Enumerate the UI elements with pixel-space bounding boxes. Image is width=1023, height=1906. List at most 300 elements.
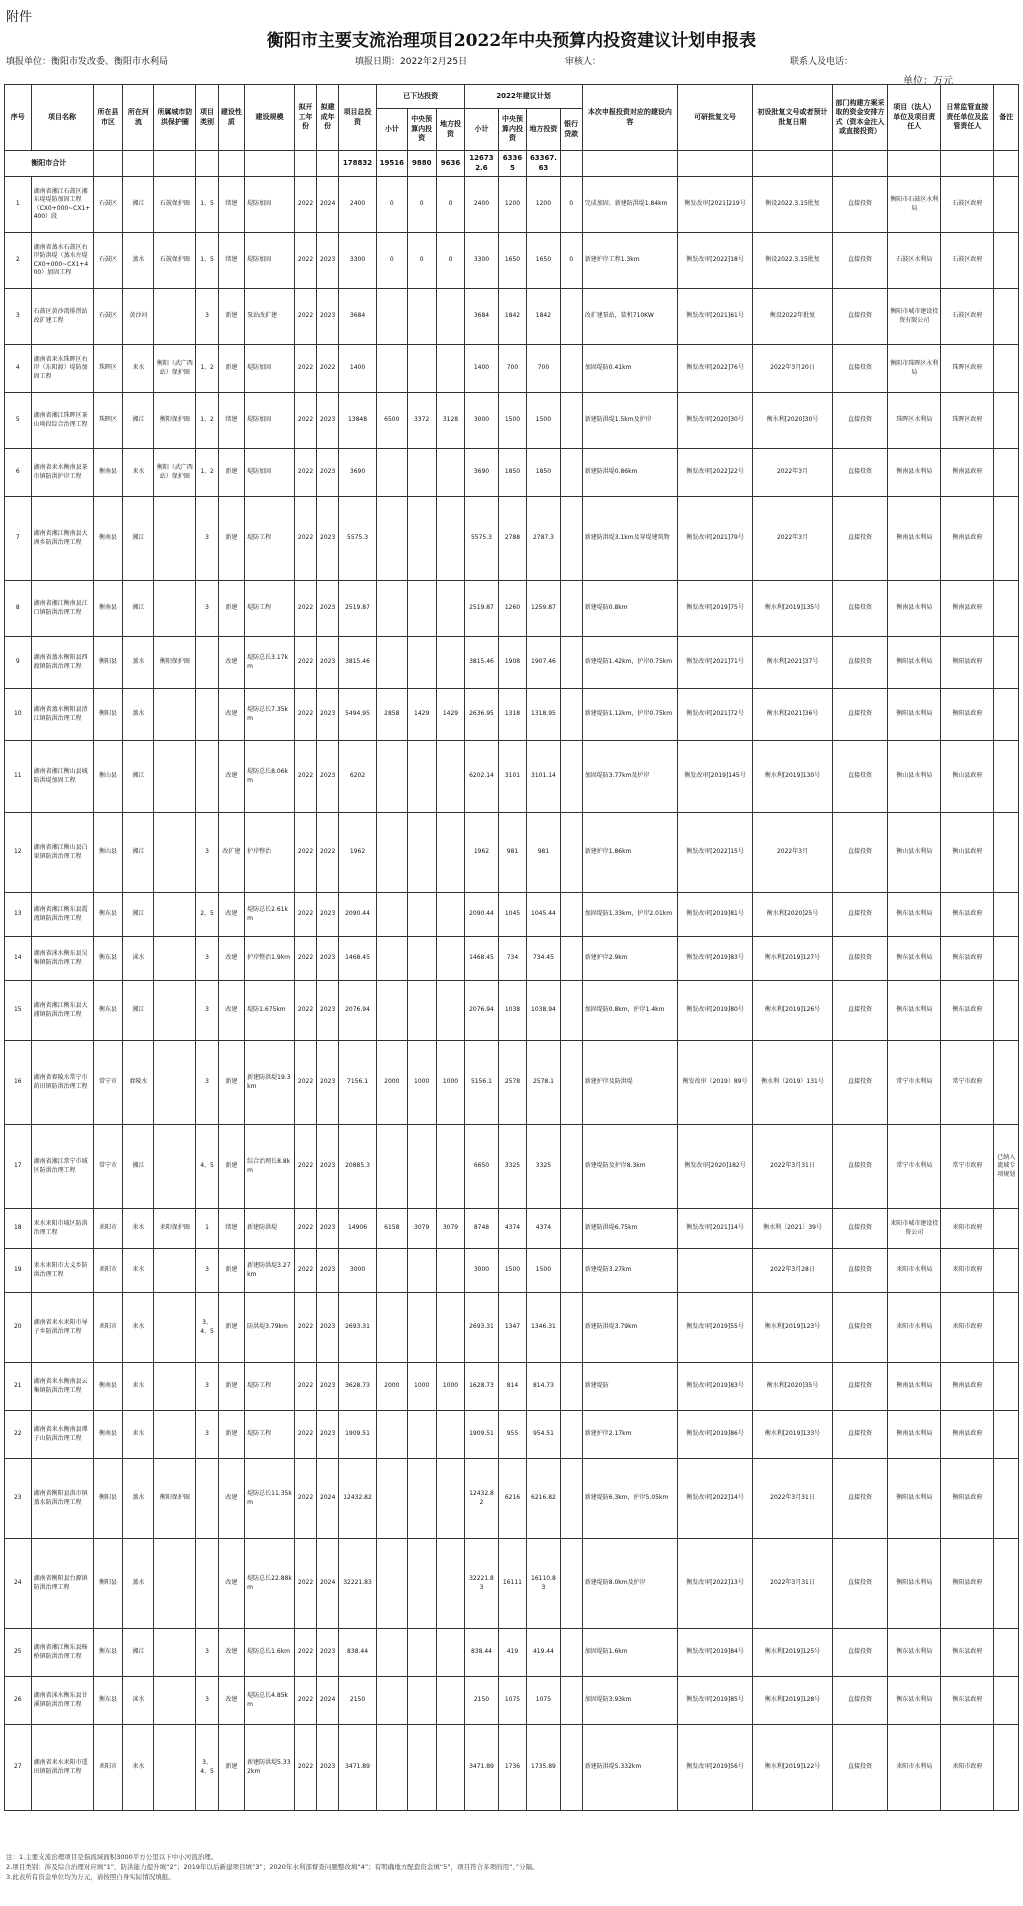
cell-no: 15 [5,981,32,1041]
cell-dept: 直接投资 [832,1539,887,1629]
cell-dc [407,741,436,813]
cell-pl: 981 [527,813,560,893]
cell-city [154,893,196,937]
cell-content: 加固堤防0.8km，护岸1.4km [582,981,677,1041]
cell-design: 衡水利[2021]36号 [753,689,833,741]
cell-nature: 新建 [218,1249,245,1293]
cell-pl: 2787.3 [527,497,560,581]
cell-pl: 1075 [527,1677,560,1725]
cell-nature: 改建 [218,1539,245,1629]
cell-dept: 直接投资 [832,937,887,981]
cell-ds [376,581,407,637]
cell-cat: 2、5 [196,893,218,937]
cell-approval: 衡发改审（2019）89号 [677,1041,752,1125]
cell-cat: 3 [196,289,218,345]
cell-design: 2022年3月31日 [753,1539,833,1629]
cell-ds: 2000 [376,1041,407,1125]
cell-pl: 734.45 [527,937,560,981]
cell-design: 2022年3月20日 [753,345,833,393]
cell-pl: 1038.94 [527,981,560,1041]
cell-nature: 新建 [218,1725,245,1811]
cell-city [154,1725,196,1811]
cell-ps: 8748 [465,1209,498,1249]
cell-total: 3471.89 [339,1725,377,1811]
cell-dept: 直接投资 [832,289,887,345]
cell-approval: 衡发改审[2019]83号 [677,1363,752,1411]
cell-scale: 新建防洪堤5.332km [245,1725,295,1811]
cell-ps: 1468.45 [465,937,498,981]
cell-sup: 常宁市政府 [941,1041,994,1125]
cell-scale: 新建防洪堤 [245,1209,295,1249]
cell-content: 新建防洪堤0.86km [582,449,677,497]
table-row [5,289,1019,345]
cell-river: 蒸水 [123,1459,154,1539]
cell-county: 耒阳市 [93,1293,123,1363]
cell-sup: 石鼓区政府 [941,233,994,289]
cell-bank: 0 [560,177,582,233]
cell-county: 珠晖区 [93,393,123,449]
cell-total: 14906 [339,1209,377,1249]
cell-river: 黄沙河 [123,289,154,345]
cell-pc: 981 [498,813,527,893]
cell-cat [196,689,218,741]
cell-approval: 衡发改审[2020]30号 [677,393,752,449]
cell-dl [436,289,465,345]
cell-design: 衡水利[2019]133号 [753,1411,833,1459]
cell-remark [994,937,1019,981]
cell-total: 2519.87 [339,581,377,637]
cell-bank [560,289,582,345]
cell-design: 衡设2022.3.15批复 [753,177,833,233]
cell-end: 2023 [317,1411,339,1459]
col-end: 拟建成年份 [317,85,339,151]
cell-unitp: 衡阳市石鼓区水利局 [888,177,941,233]
cell-unitp: 衡东县水利局 [888,893,941,937]
cell-approval: 衡发改审[2019]145号 [677,741,752,813]
cell-pl: 1842 [527,289,560,345]
cell-pc: 1038 [498,981,527,1041]
cell-content: 加固堤防3.77km及护岸 [582,741,677,813]
cell-scale: 堤防1.675km [245,981,295,1041]
cell-county: 常宁市 [93,1041,123,1125]
cell-pc: 1318 [498,689,527,741]
cell-cat: 1、2 [196,345,218,393]
cell-design: 衡设2022年批复 [753,289,833,345]
cell-total: 838.44 [339,1629,377,1677]
cell-ps: 3471.89 [465,1725,498,1811]
cell-bank [560,393,582,449]
cell-dc [407,345,436,393]
cell-approval: 衡发改审[2019]85号 [677,1677,752,1725]
cell-river: 耒水 [123,1363,154,1411]
cell-approval: 衡发改审[2019]83号 [677,937,752,981]
cell-dc: 0 [407,233,436,289]
cell-remark [994,177,1019,233]
cell-pc: 3101 [498,741,527,813]
cell-dl: 0 [436,177,465,233]
cell-river: 湘江 [123,497,154,581]
cell-sup: 衡东县政府 [941,981,994,1041]
cell-nature: 改扩建 [218,813,245,893]
cell-end: 2023 [317,581,339,637]
cell-bank [560,497,582,581]
cell-content: 改扩建泵站，装机710KW [582,289,677,345]
cell-remark [994,289,1019,345]
cell-name: 湖南省湘江衡南县大洲乡防洪治理工程 [31,497,93,581]
cell-start: 2022 [294,741,316,813]
cell-start: 2022 [294,1041,316,1125]
cell-approval: 衡发改审[2022]76号 [677,345,752,393]
cell-end: 2024 [317,177,339,233]
cell-county: 衡南县 [93,497,123,581]
cell-nature: 改建 [218,1629,245,1677]
cell-approval: 衡发改审[2021]61号 [677,289,752,345]
cell-city: 衡阳（武广西站）保护圈 [154,449,196,497]
cell-content: 新建护岸2.9km [582,937,677,981]
cell-start: 2022 [294,1411,316,1459]
cell-total: 13848 [339,393,377,449]
cell-nature: 续建 [218,1209,245,1249]
cell-unitp: 衡东县水利局 [888,981,941,1041]
cell-pl: 16110.83 [527,1539,560,1629]
cell-approval: 衡发改审[2022]18号 [677,233,752,289]
cell-county: 衡阳县 [93,689,123,741]
cell-total: 32221.83 [339,1539,377,1629]
cell-start: 2022 [294,1629,316,1677]
total-label: 衡阳市合计 [5,151,94,177]
cell-name: 湖南省湘江衡东县大浦镇防洪治理工程 [31,981,93,1041]
cell-approval: 衡发改审[2021]71号 [677,637,752,689]
cell-city [154,1629,196,1677]
cell-dept: 直接投资 [832,1041,887,1125]
cell-remark [994,393,1019,449]
cell-sup: 耒阳市政府 [941,1725,994,1811]
cell-pc: 955 [498,1411,527,1459]
cell-river: 蒸水 [123,637,154,689]
cell-pc: 1736 [498,1725,527,1811]
cell-pc: 2788 [498,497,527,581]
cell-remark [994,1459,1019,1539]
cell-design: 2022年3月 [753,813,833,893]
cell-name: 湖南省衡阳县洪市镇蒸水防洪治理工程 [31,1459,93,1539]
cell-dl: 1000 [436,1363,465,1411]
cell-dc [407,1293,436,1363]
cell-start: 2022 [294,1677,316,1725]
cell-city [154,689,196,741]
cell-pl: 1200 [527,177,560,233]
cell-unitp: 衡阳市城市建设投资有限公司 [888,289,941,345]
cell-dc [407,1125,436,1209]
cell-city: 衡阳保护圈 [154,637,196,689]
cell-pc: 1347 [498,1293,527,1363]
table-row [5,1677,1019,1725]
cell-river: 湘江 [123,393,154,449]
cell-unitp: 耒阳市水利局 [888,1293,941,1363]
cell-remark [994,741,1019,813]
col-name: 项目名称 [31,85,93,151]
cell-sup: 珠晖区政府 [941,345,994,393]
cell-remark [994,1209,1019,1249]
total-cell: 63365 [498,151,527,177]
cell-sup: 衡东县政府 [941,937,994,981]
cell-dept: 直接投资 [832,449,887,497]
cell-ps: 12432.82 [465,1459,498,1539]
cell-cat [196,1539,218,1629]
cell-start: 2022 [294,893,316,937]
cell-ds: 0 [376,233,407,289]
table-row [5,497,1019,581]
cell-ds [376,1677,407,1725]
cell-cat: 3 [196,1677,218,1725]
cell-county: 衡东县 [93,937,123,981]
cell-name: 湖南省湘江衡东县杨桥镇防洪治理工程 [31,1629,93,1677]
cell-total: 12432.82 [339,1459,377,1539]
cell-name: 湖南省湘江衡东县霞流镇防洪治理工程 [31,893,93,937]
cell-design: 衡水利[2019]128号 [753,1677,833,1725]
cell-start: 2022 [294,981,316,1041]
cell-no: 13 [5,893,32,937]
cell-county: 耒阳市 [93,1209,123,1249]
cell-no: 8 [5,581,32,637]
cell-ps: 2693.31 [465,1293,498,1363]
cell-sup: 衡南县政府 [941,1411,994,1459]
cell-dc [407,981,436,1041]
cell-design: 衡水利〔2021〕39号 [753,1209,833,1249]
cell-scale: 堤防总长11.35km [245,1459,295,1539]
cell-scale: 堤防总长3.17km [245,637,295,689]
cell-cat: 3、4、5 [196,1293,218,1363]
cell-county: 石鼓区 [93,233,123,289]
cell-total: 5575.3 [339,497,377,581]
cell-content: 新建防洪堤1.5km及护岸 [582,393,677,449]
cell-total: 3000 [339,1249,377,1293]
cell-approval: 衡发改审[2019]80号 [677,981,752,1041]
cell-approval: 衡发改审[2019]84号 [677,1629,752,1677]
table-row [5,1125,1019,1209]
cell-pl: 1500 [527,1249,560,1293]
cell-remark [994,813,1019,893]
cell-no: 24 [5,1539,32,1629]
cell-start: 2022 [294,1725,316,1811]
cell-sup: 衡东县政府 [941,893,994,937]
table-row [5,893,1019,937]
cell-nature: 新建 [218,1363,245,1411]
cell-nature: 新建 [218,1411,245,1459]
cell-no: 26 [5,1677,32,1725]
cell-nature: 改建 [218,741,245,813]
cell-sup: 衡山县政府 [941,813,994,893]
cell-name: 湖南省衡阳县台源镇防洪治理工程 [31,1539,93,1629]
cell-dept: 直接投资 [832,497,887,581]
col-plan-local: 地方投资 [527,109,560,151]
cell-dl [436,1629,465,1677]
cell-pc: 1850 [498,449,527,497]
cell-start: 2022 [294,449,316,497]
cell-end: 2022 [317,345,339,393]
cell-bank [560,1249,582,1293]
cell-dept: 直接投资 [832,1459,887,1539]
cell-bank [560,637,582,689]
cell-ps: 5575.3 [465,497,498,581]
cell-unitp: 衡山县水利局 [888,813,941,893]
cell-sup: 石鼓区政府 [941,289,994,345]
cell-approval: 衡发改审[2021]79号 [677,497,752,581]
cell-pc: 1260 [498,581,527,637]
table-row [5,581,1019,637]
cell-pc: 1500 [498,393,527,449]
cell-city: 衡阳（武广西站）保护圈 [154,345,196,393]
cell-total: 5494.95 [339,689,377,741]
cell-no: 9 [5,637,32,689]
cell-name: 湖南省蒸水石鼓区右岸防洪堤（蒸水左堤CX0+000~CX1+400）加固工程 [31,233,93,289]
cell-no: 20 [5,1293,32,1363]
cell-remark [994,1293,1019,1363]
cell-nature: 改建 [218,981,245,1041]
cell-dl [436,1125,465,1209]
table-row [5,1629,1019,1677]
cell-city: 衡阳保护圈 [154,393,196,449]
cell-ds: 2858 [376,689,407,741]
cell-ps: 838.44 [465,1629,498,1677]
cell-dl [436,1411,465,1459]
cell-nature: 新建 [218,289,245,345]
cell-dl [436,741,465,813]
cell-river: 湘江 [123,581,154,637]
cell-total: 1400 [339,345,377,393]
cell-pl: 954.51 [527,1411,560,1459]
cell-ds: 2000 [376,1363,407,1411]
cell-end: 2023 [317,1125,339,1209]
cell-ds [376,1725,407,1811]
cell-unitp: 衡东县水利局 [888,937,941,981]
meta-reviewer: 审核人： [565,57,602,67]
cell-ps: 6202.14 [465,741,498,813]
col-approval: 可研批复文号 [677,85,752,151]
meta-date: 填报日期：2022年2月25日 [355,57,468,67]
cell-end: 2023 [317,1249,339,1293]
cell-end: 2023 [317,233,339,289]
cell-name: 湖南省湘江衡山县白果镇防洪治理工程 [31,813,93,893]
cell-pc: 3325 [498,1125,527,1209]
cell-nature: 改建 [218,937,245,981]
cell-scale: 堤防工程 [245,497,295,581]
cell-no: 18 [5,1209,32,1249]
cell-ds: 0 [376,177,407,233]
cell-dc [407,1459,436,1539]
cell-start: 2022 [294,497,316,581]
cell-dept: 直接投资 [832,1629,887,1677]
total-cell: 9880 [407,151,436,177]
cell-content: 新建防洪堤5.332km [582,1725,677,1811]
cell-scale: 堤防加固 [245,449,295,497]
cell-sup: 耒阳市政府 [941,1209,994,1249]
cell-sup: 珠晖区政府 [941,393,994,449]
cell-dept: 直接投资 [832,1249,887,1293]
attachment-label: 附件 [6,10,33,25]
cell-dept: 直接投资 [832,741,887,813]
cell-start: 2022 [294,637,316,689]
cell-remark [994,637,1019,689]
col-start: 拟开工年份 [294,85,316,151]
cell-content: 加固堤防1.6km [582,1629,677,1677]
cell-content: 新建堤防6.3km，护岸5.05km [582,1459,677,1539]
cell-start: 2022 [294,1125,316,1209]
cell-bank [560,1125,582,1209]
cell-unitp: 衡东县水利局 [888,1677,941,1725]
cell-no: 1 [5,177,32,233]
cell-ds [376,981,407,1041]
cell-city [154,497,196,581]
cell-name: 湖南省蒸水衡阳县西渡镇防洪治理工程 [31,637,93,689]
cell-start: 2022 [294,1249,316,1293]
cell-end: 2023 [317,393,339,449]
cell-dc [407,1411,436,1459]
cell-river: 耒水 [123,1411,154,1459]
cell-remark [994,1725,1019,1811]
cell-nature: 改建 [218,893,245,937]
cell-county: 常宁市 [93,1125,123,1209]
cell-content: 新建防洪堤3.79km [582,1293,677,1363]
cell-total: 7156.1 [339,1041,377,1125]
cell-river: 耒水 [123,345,154,393]
cell-design: 衡水利[2020]25号 [753,893,833,937]
cell-dept: 直接投资 [832,177,887,233]
cell-river: 湘江 [123,177,154,233]
cell-no: 3 [5,289,32,345]
cell-pc: 734 [498,937,527,981]
cell-scale: 堤防总长7.35km [245,689,295,741]
cell-ds [376,937,407,981]
cell-county: 石鼓区 [93,177,123,233]
cell-scale: 堤防总长2.61km [245,893,295,937]
cell-pc: 6216 [498,1459,527,1539]
cell-river: 洣水 [123,937,154,981]
cell-ds: 6158 [376,1209,407,1249]
cell-unitp: 耒阳市城市建设投资公司 [888,1209,941,1249]
cell-design: 2022年3月 [753,449,833,497]
cell-approval: 衡发改审[2021]219号 [677,177,752,233]
cell-end: 2024 [317,1677,339,1725]
cell-ds [376,637,407,689]
cell-ds [376,289,407,345]
cell-no: 11 [5,741,32,813]
cell-dl [436,813,465,893]
cell-design: 衡水利[2019]126号 [753,981,833,1041]
cell-nature: 新建 [218,1293,245,1363]
cell-dl: 0 [436,233,465,289]
cell-sup: 衡南县政府 [941,497,994,581]
cell-nature: 新建 [218,449,245,497]
cell-dc [407,1677,436,1725]
cell-bank [560,1041,582,1125]
cell-remark [994,449,1019,497]
cell-end: 2023 [317,1209,339,1249]
cell-city [154,1539,196,1629]
total-cell: 9636 [436,151,465,177]
cell-scale: 泵站改扩建 [245,289,295,345]
cell-ds [376,1629,407,1677]
cell-approval: 衡发改审[2021]14号 [677,1209,752,1249]
cell-total: 3684 [339,289,377,345]
cell-total: 3300 [339,233,377,289]
cell-pc: 419 [498,1629,527,1677]
cell-start: 2022 [294,1363,316,1411]
cell-dept: 直接投资 [832,893,887,937]
table-row [5,1539,1019,1629]
cell-ds [376,893,407,937]
cell-no: 2 [5,233,32,289]
col-plan-central: 中央预算内投资 [498,109,527,151]
